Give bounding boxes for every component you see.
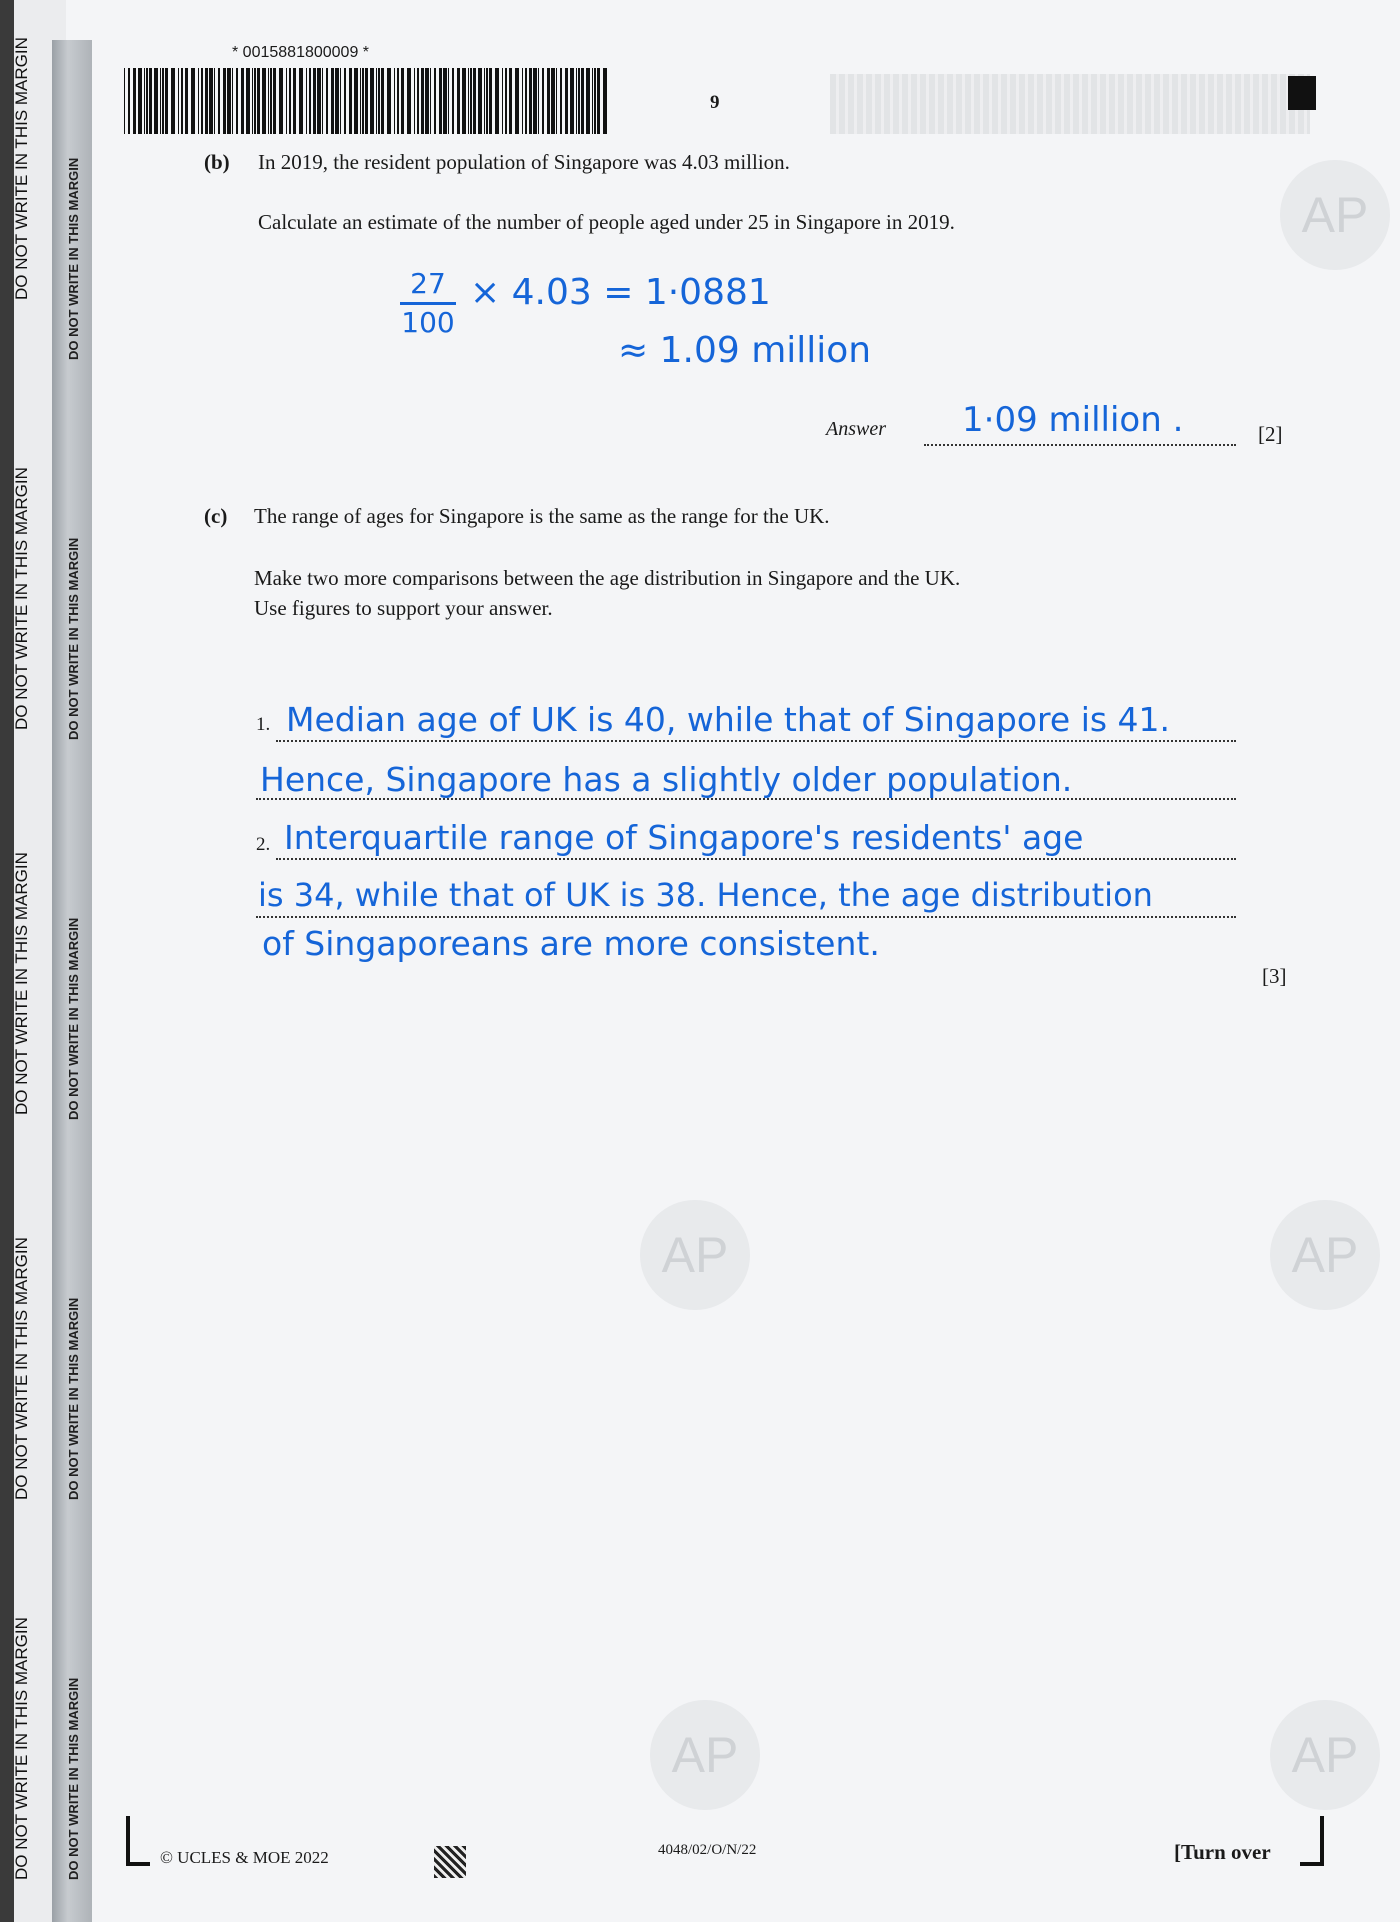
margin-warning-inner: DO NOT WRITE IN THIS MARGIN <box>66 917 81 1120</box>
answer-2-line-1: Interquartile range of Singapore's residents' age <box>284 818 1084 857</box>
answer-number-2: 2. <box>256 834 271 855</box>
part-c-instruction-2: Use figures to support your answer. <box>254 596 553 620</box>
page-number: 9 <box>710 92 720 113</box>
part-c-statement: The range of ages for Singapore is the same as the range for the UK. <box>254 504 830 528</box>
answer-line <box>924 444 1236 446</box>
answer-1-line-1: Median age of UK is 40, while that of Singapore is 41. <box>286 700 1171 739</box>
show-through-ghost <box>830 74 1310 134</box>
fraction-denominator: 100 <box>401 306 455 339</box>
part-b-label: (b) <box>204 150 230 174</box>
part-c-marks: [3] <box>1262 964 1287 988</box>
part-b-statement: In 2019, the resident population of Singapore was 4.03 million. <box>258 150 790 174</box>
paper-code: 4048/02/O/N/22 <box>658 1842 757 1858</box>
margin-warning-inner: DO NOT WRITE IN THIS MARGIN <box>66 1677 81 1880</box>
working-fraction <box>400 268 456 339</box>
part-c-instruction-1: Make two more comparisons between the age distribution in Singapore and the UK. <box>254 566 961 590</box>
fraction-numerator: 27 <box>410 267 446 300</box>
answer-line <box>276 740 1236 742</box>
watermark-logo: AP <box>640 1200 750 1310</box>
qr-code-icon <box>434 1846 466 1878</box>
answer-1-line-2: Hence, Singapore has a slightly older population. <box>260 760 1073 799</box>
part-b-marks: [2] <box>1258 422 1283 446</box>
answer-line <box>256 916 1236 918</box>
answer-2-line-3: of Singaporeans are more consistent. <box>262 924 880 963</box>
margin-warning-outer: DO NOT WRITE IN THIS MARGIN <box>12 852 31 1115</box>
part-b-instruction: Calculate an estimate of the number of people aged under 25 in Singapore in 2019. <box>258 210 955 234</box>
part-c-label: (c) <box>204 504 228 528</box>
barcode-number: * 0015881800009 * <box>232 44 370 61</box>
margin-warning-outer: DO NOT WRITE IN THIS MARGIN <box>12 37 31 300</box>
margin-warning-inner: DO NOT WRITE IN THIS MARGIN <box>66 1297 81 1500</box>
answer-line <box>276 858 1236 860</box>
working-line-1: × 4.03 = 1·0881 <box>470 272 771 313</box>
corner-marker <box>1288 76 1316 110</box>
watermark-logo: AP <box>1270 1700 1380 1810</box>
margin-warning-outer: DO NOT WRITE IN THIS MARGIN <box>12 1237 31 1500</box>
footer-corner-right <box>1300 1816 1324 1866</box>
copyright: © UCLES & MOE 2022 <box>160 1848 329 1867</box>
watermark-logo: AP <box>1270 1200 1380 1310</box>
watermark-logo: AP <box>1280 160 1390 270</box>
answer-number-1: 1. <box>256 714 271 735</box>
turn-over: [Turn over <box>1174 1840 1271 1864</box>
footer-corner-left <box>126 1816 150 1866</box>
barcode-icon <box>124 68 608 134</box>
working-line-2: ≈ 1.09 million <box>618 330 872 371</box>
answer-label: Answer <box>826 418 886 440</box>
watermark-logo: AP <box>650 1700 760 1810</box>
margin-warning-outer: DO NOT WRITE IN THIS MARGIN <box>12 467 31 730</box>
margin-warning-outer: DO NOT WRITE IN THIS MARGIN <box>12 1617 31 1880</box>
answer-value: 1·09 million . <box>962 400 1184 440</box>
margin-warning-inner: DO NOT WRITE IN THIS MARGIN <box>66 157 81 360</box>
answer-2-line-2: is 34, while that of UK is 38. Hence, the age distribution <box>258 876 1153 914</box>
margin-warning-inner: DO NOT WRITE IN THIS MARGIN <box>66 537 81 740</box>
